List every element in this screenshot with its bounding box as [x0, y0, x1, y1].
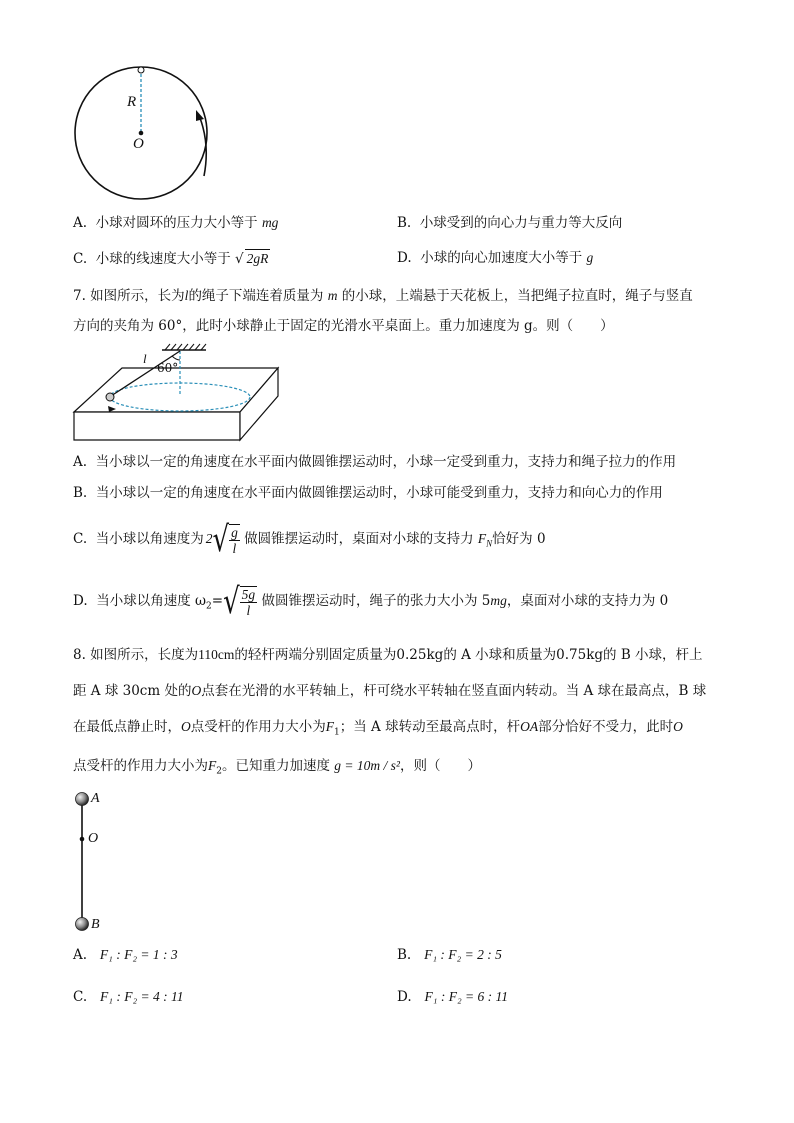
q7-label-l: l	[143, 351, 147, 366]
q7-option-d[interactable]: D. 当小球以角速度 $\omega_2=√$ $\frac{5g}{l}$ 做圆锥摆运动时，绳子的张力大小为 5mg，桌面对小球的支持力为 0	[73, 581, 669, 622]
q7-option-c[interactable]: C. 当小球以角速度为 2√ $\frac{g}{l}$ 做圆锥摆运动时，桌面对小球的支持力 $F_N$恰好为 0	[73, 519, 546, 560]
q8-stem-line4: 点受杆的作用力大小为$F_2$。已知重力加速度 g = 10m / s²，则（ ）	[73, 758, 481, 777]
q6-label-R: R	[127, 94, 137, 110]
q7-option-a[interactable]: A. 当小球以一定的角速度在水平面内做圆锥摆运动时，小球一定受到重力，支持力和绳子拉力的作用	[73, 454, 677, 470]
q7-stem-line1: 7. 如图所示，长为l的绳子下端连着质量为 m 的小球，上端悬于天花板上，当把绳子拉直时，绳子与竖直	[73, 288, 693, 304]
q6-option-a[interactable]: A. 小球对圆环的压力大小等于 mg	[73, 215, 279, 231]
q8-stem-line1: 8. 如图所示，长度为110cm的轻杆两端分别固定质量为0.25kg的 A 小球和质量为0.75kg的 B 小球，杆上	[73, 647, 703, 663]
fraction-5g-over-l: $\frac{5g}{l}$	[241, 586, 256, 618]
q8-option-c[interactable]: C. F₁ : F₂ = 4 : 11	[73, 989, 184, 1005]
q7-stem-line2: 方向的夹角为 60°，此时小球静止于固定的光滑水平桌面上。重力加速度为 g。则（ ）	[73, 318, 614, 334]
q8-label-B: B	[91, 917, 100, 932]
q6-label-O: O	[133, 136, 144, 152]
sqrt-sign: √	[235, 251, 244, 267]
q6-option-c[interactable]: C. 小球的线速度大小等于 √ 2gR	[73, 251, 269, 267]
q8-label-O: O	[88, 831, 99, 846]
ball-a	[76, 793, 89, 806]
q8-option-a[interactable]: A. F₁ : F₂ = 1 : 3	[73, 947, 178, 963]
q6-option-d[interactable]: D. 小球的向心加速度大小等于 g	[397, 250, 594, 266]
pivot-o	[80, 837, 85, 842]
q8-option-d[interactable]: D. F₁ : F₂ = 6 : 11	[397, 989, 508, 1005]
q7-option-b[interactable]: B. 当小球以一定的角速度在水平面内做圆锥摆运动时，小球可能受到重力，支持力和向心力的作用	[73, 485, 663, 501]
q8-label-A: A	[91, 791, 100, 806]
q8-stem-line2: 距 A 球 30cm 处的O点套在光滑的水平转轴上，杆可绕水平转轴在竖直面内转动。当 A 球在最高点，B 球	[73, 683, 707, 699]
fraction-g-over-l: $\frac{g}{l}$	[231, 524, 238, 556]
ball-b	[76, 918, 89, 931]
q8-stem-line3: 在最低点静止时，O点受杆的作用力大小为$F_1$；当 A 球转动至最高点时，杆OA部分恰好不受力，此时O	[73, 719, 683, 738]
q6-option-b[interactable]: B. 小球受到的向心力与重力等大反向	[397, 215, 623, 231]
q7-label-angle: 60°	[157, 361, 179, 375]
q8-option-b[interactable]: B. F₁ : F₂ = 2 : 5	[397, 947, 502, 963]
